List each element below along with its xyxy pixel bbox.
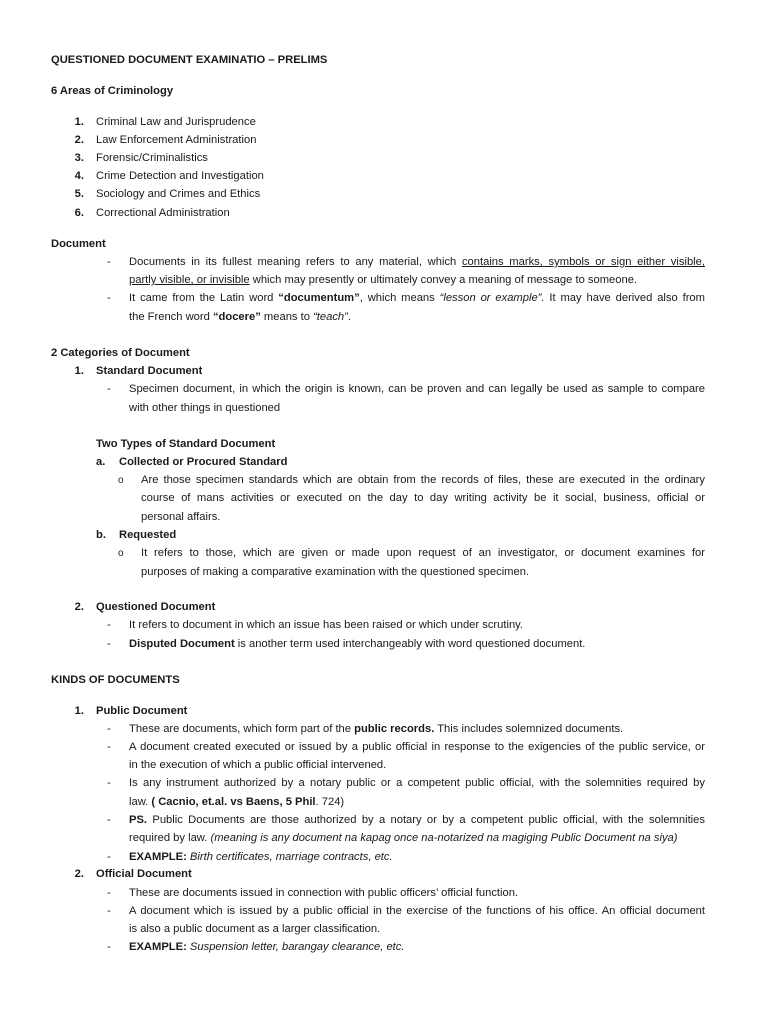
collected-standard-line: Are those specimen standards which are obtain from the records of files, these are executed in the ordinary <box>141 474 705 486</box>
list-number: 2. <box>74 868 84 880</box>
list-number: 2. <box>74 601 84 613</box>
requested-line: It refers to those, which are given or made upon request of an investigator, or document examines for <box>141 547 705 559</box>
two-types-heading: Two Types of Standard Document <box>96 438 276 450</box>
public-document-line: law. ( Cacnio, et.al. vs Baens, 5 Phil. 724) <box>129 796 345 808</box>
document-heading: Document <box>51 238 106 250</box>
dash-bullet: - <box>107 383 111 395</box>
document-page: QUESTIONED DOCUMENT EXAMINATIO – PRELIMS 6 Areas of Criminology 1. Criminal Law and Jurisprudence 2. Law Enforcement Administration 3. Forensic/Criminalistics 4. Crime Detection and Investigation 5. Sociology and Crimes and Ethics 6. Correctional Administration Document - Documents in its fullest meaning refers to any material, which contains marks, symbols or sign either visible, partly visible, or invisible which may presently or ultimately convey a meaning of message to someone. - It came from the Latin word “documentum”, which means “lesson or example”. It may have derived also from the French word “docere” means to “teach”. 2 Categories of Document 1. Standard Document - Specimen document, in which the origin is known, can be proven and can legally be used as sample to compare with other things in questioned Two Types of Standard Document a. Collected or Procured Standard o Are those specimen standards which are obtain from the records of files, these are executed in the ordinary course of mans activities or executed on the day to day writing activity be it social, business, official or personal affairs. b. Requested o It refers to those, which are given or made upon request of an investigator, or document examines for purposes of making a comparative examination with the questioned specimen. 2. Questioned Document - It refers to document in which an issue has been raised or which under scrutiny. - Disputed Document is another term used interchangeably with word questioned document. KINDS OF DOCUMENTS 1. Public Document - These are documents, which form part of the public records. This includes solemnized documents. - A document created executed or issued by a public official in response to the exigencies of the public service, or in the execution of which a public official intervened. - Is any instrument authorized by a notary public or a competent public official, with the solemnities required by law. ( Cacnio, et.al. vs Baens, 5 Phil. 724) - PS. Public Documents are those authorized by a notary or by a competent public official, with the solemnities required by law. (meaning is any document na kapag once na-notarized na magiging Public Document na siya) - EXAMPLE: Birth certificates, marriage contracts, etc. 2. Official Document - These are documents issued in connection with public officers’ official function. - A document which is issued by a public official in the exercise of the functions of his office. An official document is also a public document as a larger classification. - EXAMPLE: Suspension letter, barangay clearance, etc. <box>51 54 705 953</box>
document-def-line: It came from the Latin word “documentum”, which means “lesson or example”. It may have derived also from <box>129 292 705 304</box>
kinds-heading: KINDS OF DOCUMENTS <box>51 674 180 686</box>
questioned-document-line: Disputed Document is another term used interchangeably with word questioned document. <box>129 638 586 650</box>
dash-bullet: - <box>107 887 111 899</box>
page-title: QUESTIONED DOCUMENT EXAMINATIO – PRELIMS <box>51 54 328 66</box>
circle-bullet-icon: o <box>118 475 124 486</box>
collected-standard-line: personal affairs. <box>141 511 221 523</box>
document-def-line: Documents in its fullest meaning refers to any material, which contains marks, symbols or sign either visible, <box>129 256 705 268</box>
sub-label: b. <box>96 529 106 541</box>
public-document-line: A document created executed or issued by a public official in response to the exigencies of the public service, or <box>129 741 705 753</box>
circle-bullet-icon: o <box>118 548 124 559</box>
requested-line: purposes of making a comparative examination with the questioned specimen. <box>141 566 530 578</box>
dash-bullet: - <box>107 723 111 735</box>
dash-bullet: - <box>107 292 111 304</box>
questioned-document-line: It refers to document in which an issue has been raised or which under scrutiny. <box>129 619 524 631</box>
official-document-line: is also a public document as a larger classification. <box>129 923 381 935</box>
categories-heading: 2 Categories of Document <box>51 347 190 359</box>
dash-bullet: - <box>107 619 111 631</box>
sub-label: a. <box>96 456 106 468</box>
public-document-example: EXAMPLE: Birth certificates, marriage contracts, etc. <box>129 851 393 863</box>
dash-bullet: - <box>107 941 111 953</box>
standard-document-line: Specimen document, in which the origin is known, can be proven and can legally be used as sample to compare <box>129 383 705 395</box>
collected-standard-line: course of mans activities or executed on the day to day writing activity be it social, business, official or <box>141 492 705 504</box>
official-document-example: EXAMPLE: Suspension letter, barangay clearance, etc. <box>129 941 405 953</box>
official-document-title: Official Document <box>96 868 192 880</box>
public-document-line: PS. Public Documents are those authorized by a notary or by a competent public official, with the solemnities <box>129 814 705 826</box>
collected-standard-title: Collected or Procured Standard <box>119 456 288 468</box>
standard-document-line: with other things in questioned <box>129 402 281 414</box>
list-number: 1. <box>74 365 84 377</box>
dash-bullet: - <box>107 905 111 917</box>
dash-bullet: - <box>107 741 111 753</box>
requested-title: Requested <box>119 529 177 541</box>
public-document-title: Public Document <box>96 705 188 717</box>
official-document-line: A document which is issued by a public official in the exercise of the functions of his office. An official document <box>129 905 705 917</box>
dash-bullet: - <box>107 777 111 789</box>
public-document-line: in the execution of which a public official intervened. <box>129 759 387 771</box>
document-def-line: partly visible, or invisible which may presently or ultimately convey a meaning of message to someone. <box>129 274 638 286</box>
public-document-line: required by law. (meaning is any document na kapag once na-notarized na magiging Public Document na siya) <box>129 832 678 844</box>
areas-heading: 6 Areas of Criminology <box>51 85 174 97</box>
dash-bullet: - <box>107 814 111 826</box>
list-number: 1. <box>74 705 84 717</box>
official-document-line: These are documents issued in connection with public officers’ official function. <box>129 887 519 899</box>
public-document-line: Is any instrument authorized by a notary public or a competent public official, with the solemnities required by <box>129 777 705 789</box>
dash-bullet: - <box>107 256 111 268</box>
public-document-line: These are documents, which form part of the public records. This includes solemnized documents. <box>129 723 624 735</box>
document-def-line: the French word “docere” means to “teach”. <box>129 311 351 323</box>
dash-bullet: - <box>107 638 111 650</box>
standard-document-title: Standard Document <box>96 365 203 377</box>
dash-bullet: - <box>107 851 111 863</box>
questioned-document-title: Questioned Document <box>96 601 216 613</box>
